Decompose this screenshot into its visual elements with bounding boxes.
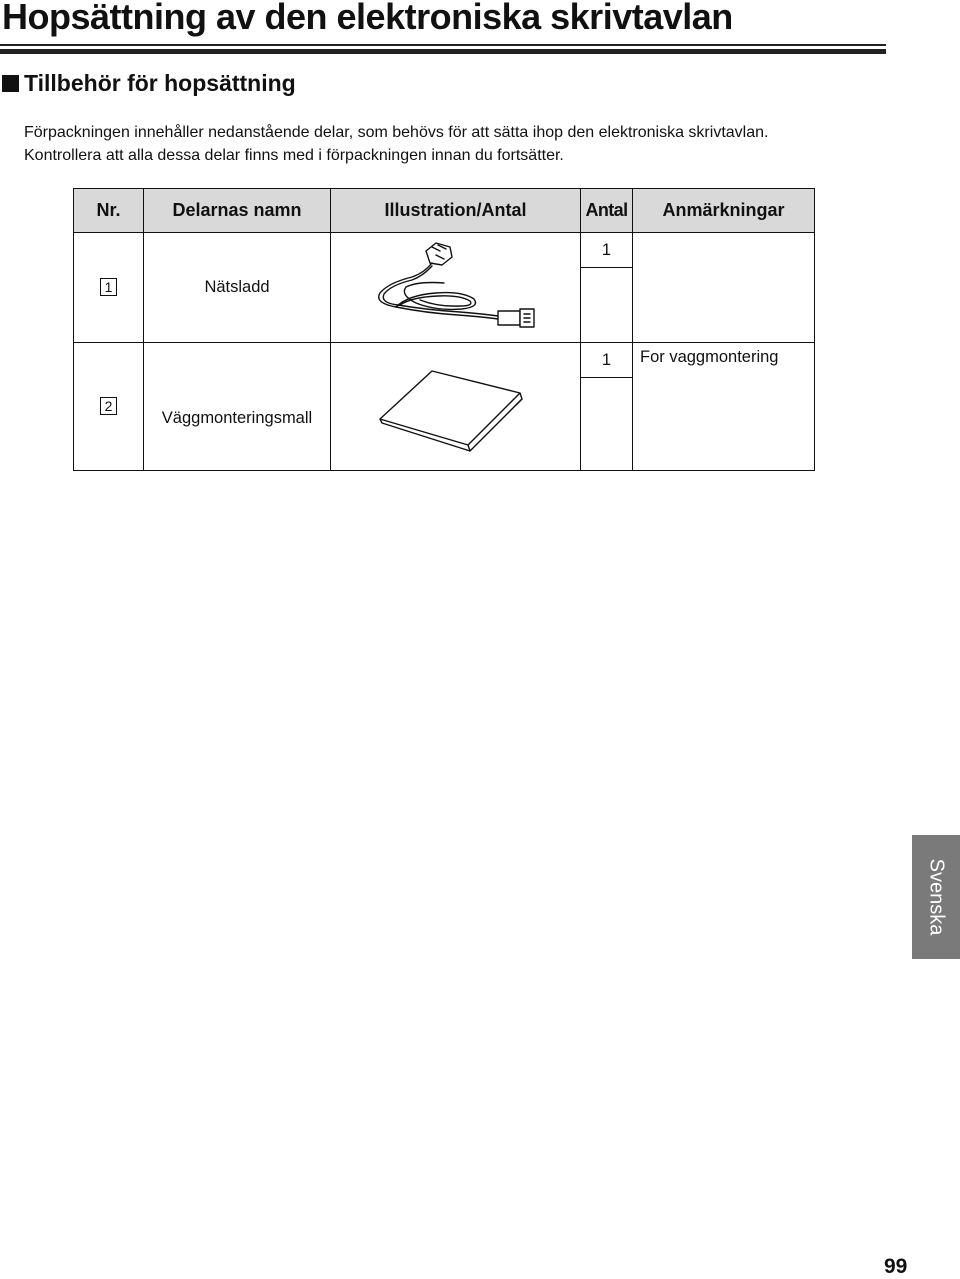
- wall-template-sheet-icon: [366, 365, 546, 461]
- illustration-cell: [331, 233, 581, 343]
- title-rule-thick: [0, 49, 886, 54]
- header-antal: Antal: [581, 189, 633, 233]
- square-bullet-icon: [2, 75, 19, 92]
- item-number: 1: [100, 278, 117, 296]
- intro-line: Kontrollera att alla dessa delar finns med i förpackningen innan du fortsätter.: [24, 147, 564, 164]
- item-number: 2: [100, 397, 117, 415]
- row-nr-cell: [74, 343, 144, 471]
- intro-text: [24, 121, 768, 167]
- parts-table: [73, 188, 815, 471]
- header-illustration: Illustration/Antal: [331, 189, 581, 233]
- header-name: Delarnas namn: [144, 189, 331, 233]
- remark-cell: [633, 233, 815, 343]
- title-rule-thin: [0, 44, 886, 46]
- language-tab-label: Svenska: [925, 858, 948, 936]
- table-row: [74, 233, 815, 268]
- illustration-cell: [331, 343, 581, 471]
- quantity-cell-filler: [581, 378, 633, 471]
- header-nr: Nr.: [74, 189, 144, 233]
- page-number: 99: [884, 1255, 908, 1278]
- intro-line: Förpackningen innehåller nedanstående delar, som behövs för att sätta ihop den elektroniska skrivtavlan.: [24, 124, 769, 141]
- quantity-cell: 1: [581, 233, 633, 268]
- power-cord-icon: [366, 237, 546, 333]
- quantity-cell-filler: [581, 268, 633, 343]
- row-nr-cell: [74, 233, 144, 343]
- part-name: Väggmonteringsmall: [144, 343, 331, 471]
- section-heading-text: Tillbehör för hopsättning: [24, 70, 296, 96]
- header-remarks: Anmärkningar: [633, 189, 815, 233]
- part-name: Nätsladd: [144, 233, 331, 343]
- language-tab: [912, 835, 960, 959]
- table-header-row: [74, 189, 815, 233]
- remark-cell: For vaggmontering: [633, 343, 815, 471]
- quantity-cell: 1: [581, 343, 633, 378]
- section-heading: [2, 70, 296, 97]
- page-title: Hopsättning av den elektroniska skrivtavlan: [2, 0, 733, 37]
- table-row: [74, 343, 815, 378]
